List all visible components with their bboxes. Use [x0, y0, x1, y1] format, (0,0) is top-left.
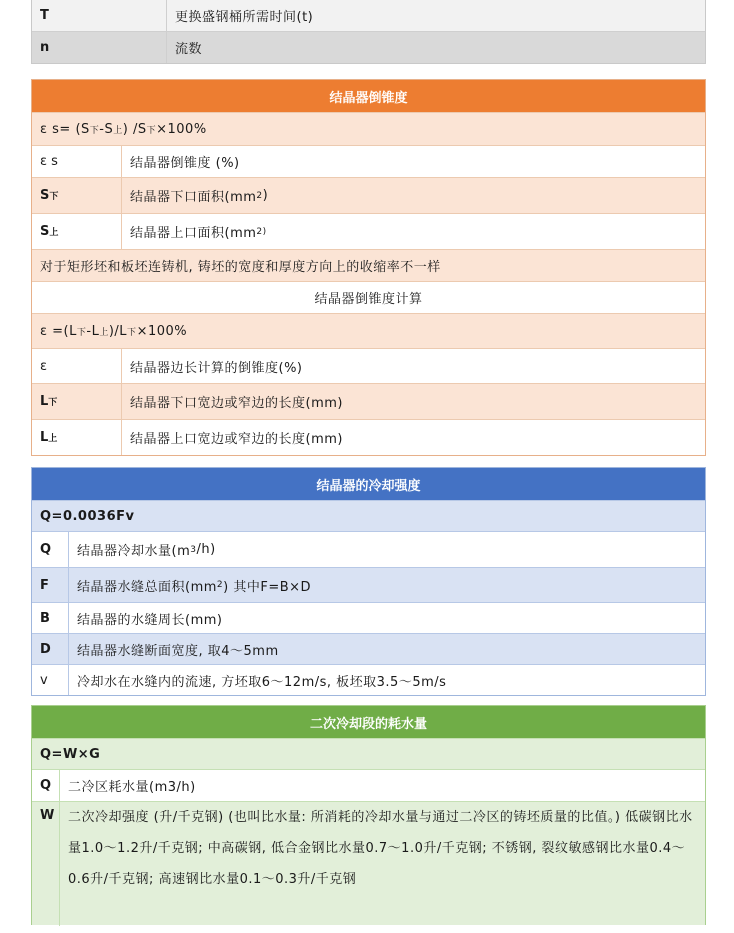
secondary-cooling-table — [31, 705, 706, 925]
section-title: 结晶器倒锥度 — [329, 90, 408, 106]
table-row — [32, 145, 705, 177]
description-cell: 结晶器的水缝周长(mm) — [77, 612, 223, 628]
table-row — [32, 801, 705, 925]
symbol-cell: F — [32, 568, 69, 602]
symbol-cell: W — [32, 802, 60, 926]
symbol-cell: Q — [32, 770, 60, 801]
table-row — [32, 664, 705, 695]
table-row — [32, 633, 705, 664]
section-header — [32, 706, 705, 738]
table-row — [32, 602, 705, 633]
description-cell: 结晶器边长计算的倒锥度(%) — [130, 360, 303, 376]
symbol-cell: L 上 — [32, 420, 122, 455]
table-row — [32, 213, 705, 249]
symbol-cell: B — [32, 603, 69, 633]
cooling-formula: Q=0.0036Fv — [40, 508, 135, 524]
symbol-cell: ε s — [32, 146, 122, 177]
description-cell: 结晶器水缝断面宽度, 取4～5mm — [77, 643, 279, 659]
note-row — [32, 249, 705, 281]
subtitle-row — [32, 281, 705, 313]
table-row — [32, 769, 705, 801]
symbol-cell: T — [32, 0, 167, 31]
section-title: 二次冷却段的耗水量 — [309, 716, 427, 732]
symbol-cell: v — [32, 665, 69, 695]
table-row — [32, 419, 705, 455]
description-cell: 结晶器上口宽边或窄边的长度(mm) — [130, 432, 343, 447]
section-header — [32, 468, 705, 500]
table-row — [32, 383, 705, 419]
subsection-title: 结晶器倒锥度计算 — [314, 292, 423, 307]
edge-taper-formula: ε =(L 下 -L 上 )/L 下 ×100% — [40, 323, 188, 339]
description-cell: 流数 — [175, 42, 203, 57]
consumption-formula: Q=W×G — [40, 746, 101, 762]
section-title: 结晶器的冷却强度 — [316, 478, 421, 494]
description-cell: 更换盛钢桶所需时间(t) — [175, 9, 314, 25]
description-cell: 结晶器下口面积(mm 2 ) — [130, 188, 269, 205]
table-row — [32, 0, 705, 31]
note-text: 对于矩形坯和板坯连铸机, 铸坯的宽度和厚度方向上的收缩率不一样 — [40, 260, 441, 275]
description-cell: 结晶器冷却水量(m 3 /h) — [77, 542, 216, 559]
description-cell: 结晶器倒锥度 (%) — [130, 156, 240, 171]
description-cell: 结晶器上口面积(mm 2) — [130, 226, 267, 241]
symbol-cell: S 上 — [32, 214, 122, 249]
table-row — [32, 177, 705, 213]
formula-row — [32, 313, 705, 348]
symbol-cell: L 下 — [32, 384, 122, 419]
table-row — [32, 567, 705, 602]
symbol-cell: ε — [32, 349, 122, 383]
table-row — [32, 531, 705, 567]
symbol-cell: D — [32, 634, 69, 664]
taper-formula: ε s= (S 下 -S 上 ) /S 下 ×100% — [40, 121, 207, 137]
formula-row — [32, 112, 705, 145]
description-cell: 结晶器水缝总面积(mm 2 ) 其中F=B×D — [77, 579, 312, 595]
mold-taper-table — [31, 79, 706, 456]
timing-table — [31, 0, 706, 64]
description-cell: 二次冷却强度 (升/千克钢) (也叫比水量: 所消耗的冷却水量与通过二冷区的铸坯质量的比值。) 低碳钢比水量1.0～1.2升/千克钢; 中高碳钢, 低合金钢比水量0.7～1.0升/千克钢; 不锈钢, 裂纹敏感钢比水量0.4～0.6升/千克钢; 高速钢比水量0.1～0.3升/千克钢 — [68, 810, 693, 887]
mold-cooling-table — [31, 467, 706, 696]
formula-row — [32, 738, 705, 769]
description-cell: 冷却水在水缝内的流速, 方坯取6～12m/s, 板坯取3.5～5m/s — [77, 674, 447, 690]
table-row — [32, 348, 705, 383]
section-header — [32, 80, 705, 112]
table-row — [32, 31, 705, 63]
formula-row — [32, 500, 705, 531]
symbol-cell: S 下 — [32, 178, 122, 213]
symbol-cell: n — [32, 32, 167, 63]
description-cell: 结晶器下口宽边或窄边的长度(mm) — [130, 396, 343, 411]
description-cell: 二冷区耗水量(m3/h) — [68, 780, 196, 795]
symbol-cell: Q — [32, 532, 69, 567]
